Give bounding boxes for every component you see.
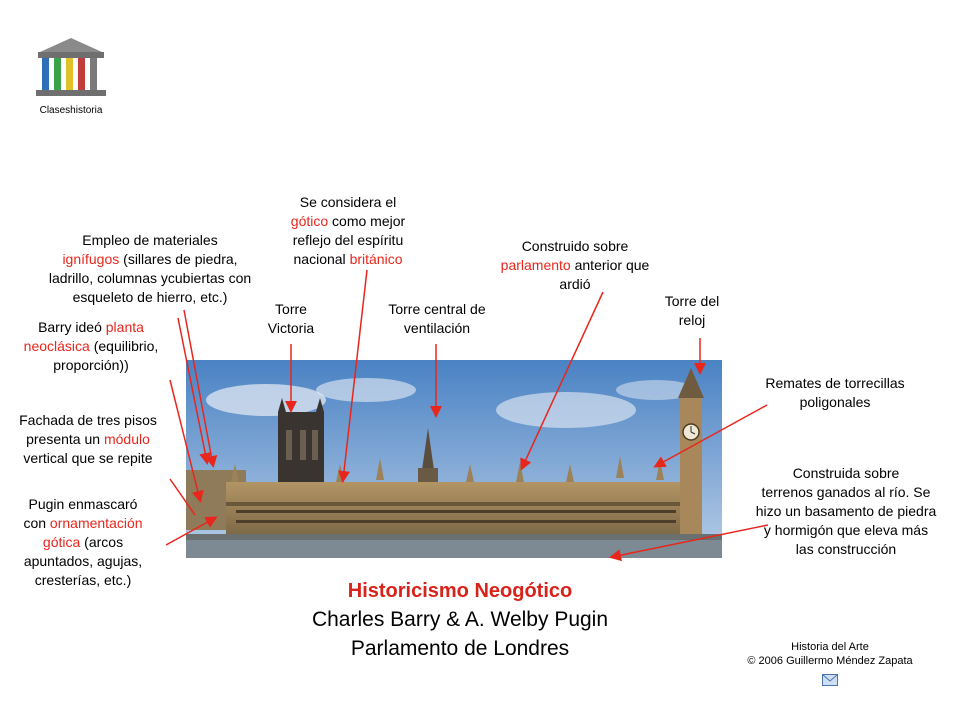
note-construida: Construida sobre terrenos ganados al río. Se hizo un basamento de piedra y hormigón que eleva más las construcción (755, 465, 937, 557)
arrow-pugin (166, 518, 215, 545)
note-torre-reloj: Torre del reloj (664, 293, 720, 328)
slide-title (250, 578, 670, 663)
arrow-gotico (343, 270, 367, 480)
note-remates: Remates de torrecillas poligonales (765, 375, 905, 410)
logo-label: Claseshistoria (39, 105, 103, 116)
arrow-barry (178, 318, 207, 462)
arrow-fachada (170, 380, 200, 500)
envelope-icon[interactable] (822, 674, 838, 686)
note-pugin: Pugin enmascaró con ornamentación gótica (arcos apuntados, agujas, cresterías, etc.) (23, 496, 143, 588)
note-materiales: Empleo de materiales ignífugos (sillares de piedra, ladrillo, columnas ycubiertas con esqueleto de hierro, etc.) (48, 232, 252, 305)
title-work: Parlamento de Londres (350, 637, 570, 660)
note-torre-central: Torre central de ventilación (388, 301, 486, 336)
footer (730, 640, 930, 690)
title-authors: Charles Barry & A. Welby Pugin (311, 608, 609, 631)
arrow-materiales (184, 310, 213, 465)
arrow-remates (656, 405, 767, 466)
note-barry: Barry ideó planta neoclásica (equilibrio, proporción)) (23, 319, 159, 373)
arrow-construido (522, 292, 603, 468)
note-gotico: Se considera el gótico como mejor reflejo del espíritu nacional británico (290, 194, 406, 267)
note-construido: Construido sobre parlamento anterior que ardió (500, 238, 650, 292)
footer-copyright: © 2006 Guillermo Méndez Zapata (747, 655, 913, 667)
note-fachada: Fachada de tres pisos presenta un módulo vertical que se repite (19, 412, 157, 466)
title-style: Historicismo Neogótico (347, 580, 573, 602)
footer-course: Historia del Arte (791, 641, 869, 653)
note-torre-victoria: Torre Victoria (267, 301, 315, 336)
